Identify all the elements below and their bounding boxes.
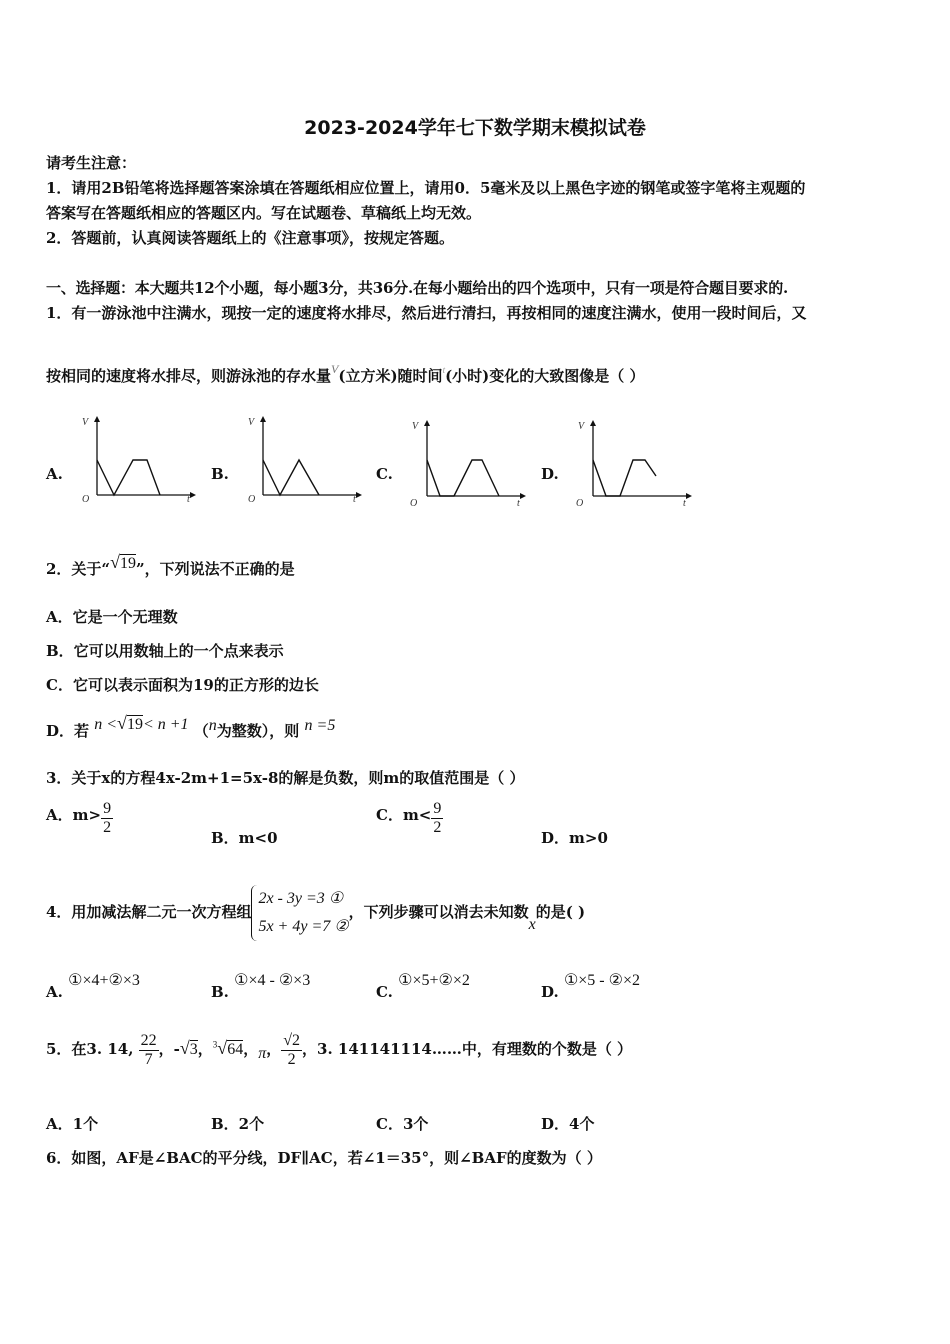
q2-option-b[interactable]: B．它可以用数轴上的一个点来表示 [46,642,284,660]
q1-line2: 按相同的速度将水排尽，则游泳池的存水量$^V$(立方米)随时间$^t$(小时)变化的大致图像是（ ） [46,362,645,385]
t-axis-label: t [353,494,356,505]
q5-option-c[interactable]: C．3个 [376,1115,429,1133]
q2-stem: 2．关于“√19”，下列说法不正确的是 [46,552,295,578]
section-heading: 一、选择题：本大题共12个小题，每小题3分，共36分.在每小题给出的四个选项中，只有一项是符合题目要求的. [46,279,789,297]
q3-option-d[interactable]: D．m>0 [541,829,608,847]
q1-option-c[interactable]: C. [376,465,393,483]
q1-graph-a [72,410,202,510]
q1-graph-c [402,414,532,514]
q1-option-b[interactable]: B. [211,465,229,483]
q4-option-a[interactable]: A. ①×4+②×3 [46,972,140,1001]
q5-option-d[interactable]: D．4个 [541,1115,595,1133]
q2-option-a[interactable]: A．它是一个无理数 [46,608,178,626]
notice-item-1: 1．请用2B铅笔将选择题答案涂填在答题纸相应位置上，请用0．5毫米及以上黑色字迹的钢笔或签字笔将主观题的 [46,179,806,197]
q2-option-c[interactable]: C．它可以表示面积为19的正方形的边长 [46,676,319,694]
t-axis-label: t [517,498,520,509]
q5-option-a[interactable]: A．1个 [46,1115,99,1133]
origin-label: O [248,494,256,505]
q5-option-b[interactable]: B．2个 [211,1115,265,1133]
v-axis-label: V [248,417,255,428]
q1-line1: 1．有一游泳池中注满水，现按一定的速度将水排尽，然后进行清扫，再按相同的速度注满水，使用一段时间后，又 [46,304,807,322]
q1-graph-b [238,410,368,510]
q2-option-d[interactable]: D．若 n <√19< n +1 （n为整数），则 n =5 [46,713,336,740]
q3-option-a[interactable]: A．m> $\frac{9}{2}$ [46,800,112,836]
notice-item-1-cont: 答案写在答题纸相应的答题区内。写在试题卷、草稿纸上均无效。 [46,204,482,222]
q1-option-d[interactable]: D. [541,465,559,483]
q5-stem: 5．在3. 14, $\frac{22}{7}$ ，-√3，$^3$√64，π， $\frac{√2}{2}$ ，3. 141141114……中，有理数的个数是（ ） [46,1032,633,1068]
q3-option-c[interactable]: C．m< $\frac{9}{2}$ [376,800,442,836]
v-axis-label: V [578,421,585,432]
v-axis-label: V [82,417,89,428]
notice-heading: 请考生注意： [46,154,137,172]
q1-option-a[interactable]: A. [46,465,63,483]
origin-label: O [576,498,584,509]
origin-label: O [410,498,418,509]
origin-label: O [82,494,90,505]
q4-option-c[interactable]: C. ①×5+②×2 [376,972,470,1001]
t-axis-label: t [187,494,190,505]
q6-stem: 6．如图，AF是∠BAC的平分线，DF∥AC，若∠1＝35°，则∠BAF的度数为（ ） [46,1149,602,1167]
t-axis-label: t [683,498,686,509]
q3-option-b[interactable]: B．m<0 [211,829,278,847]
q3-stem: 3．关于x的方程4x-2m+1=5x-8的解是负数，则m的取值范围是（ ） [46,769,525,787]
q4-option-d[interactable]: D. ①×5 - ②×2 [541,972,640,1001]
q1-graph-d [568,414,698,514]
q4-option-b[interactable]: B. ①×4 - ②×3 [211,972,311,1001]
q4-stem: 4．用加减法解二元一次方程组 2x - 3y =3 ① 5x + 4y =7 ② ，下列步骤可以消去未知数x的是( ) [46,885,585,941]
page-title: 2023-2024学年七下数学期末模拟试卷 [304,117,646,139]
notice-item-2: 2．答题前，认真阅读答题纸上的《注意事项》，按规定答题。 [46,229,454,247]
v-axis-label: V [412,421,419,432]
